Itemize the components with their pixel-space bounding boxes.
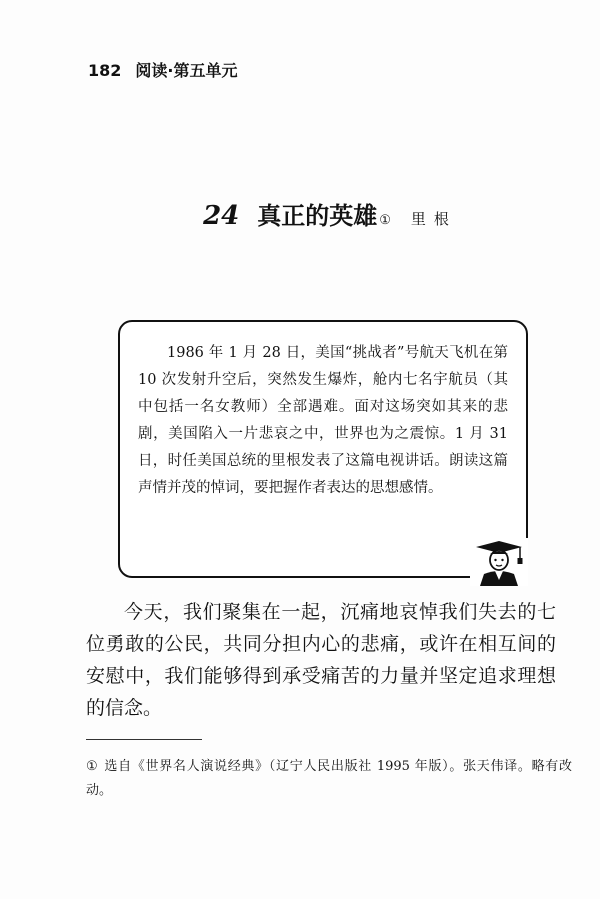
lesson-title-text: 真正的英雄: [257, 202, 378, 230]
section-label: 阅读·第五单元: [135, 61, 238, 80]
lesson-title: [0, 196, 600, 231]
page-number: 182: [88, 61, 122, 80]
footnote-mark: ①: [86, 759, 99, 774]
footnote: [86, 755, 572, 803]
page-header: [88, 58, 238, 81]
teacher-icon: [470, 538, 528, 586]
lesson-number: 24: [203, 201, 240, 231]
footnote-divider: [86, 739, 202, 740]
footnote-text: 选自《世界名人演说经典》（辽宁人民出版社 1995 年版）。张天伟译。略有改动。: [86, 759, 573, 798]
author-name: 里根: [410, 210, 457, 228]
intro-text: 1986 年 1 月 28 日，美国“挑战者”号航天飞机在第 10 次发射升空后，突然发生爆炸，舱内七名宇航员（其中包括一名女教师）全部遇难。面对这场突如其来的悲剧，美国陷入一片悲哀之中，世界也为之震惊。1 月 31 日，时任美国总统的里根发表了这篇电视讲话。朗读这篇声情并茂的悼词，要把握作者表达的思想感情。: [138, 345, 508, 496]
body-paragraph: 今天，我们聚集在一起，沉痛地哀悼我们失去的七位勇敢的公民，共同分担内心的悲痛，或许在相互间的安慰中，我们能够得到承受痛苦的力量并坚定追求理想的信念。: [86, 601, 556, 719]
title-footnote-mark: ①: [379, 213, 391, 228]
